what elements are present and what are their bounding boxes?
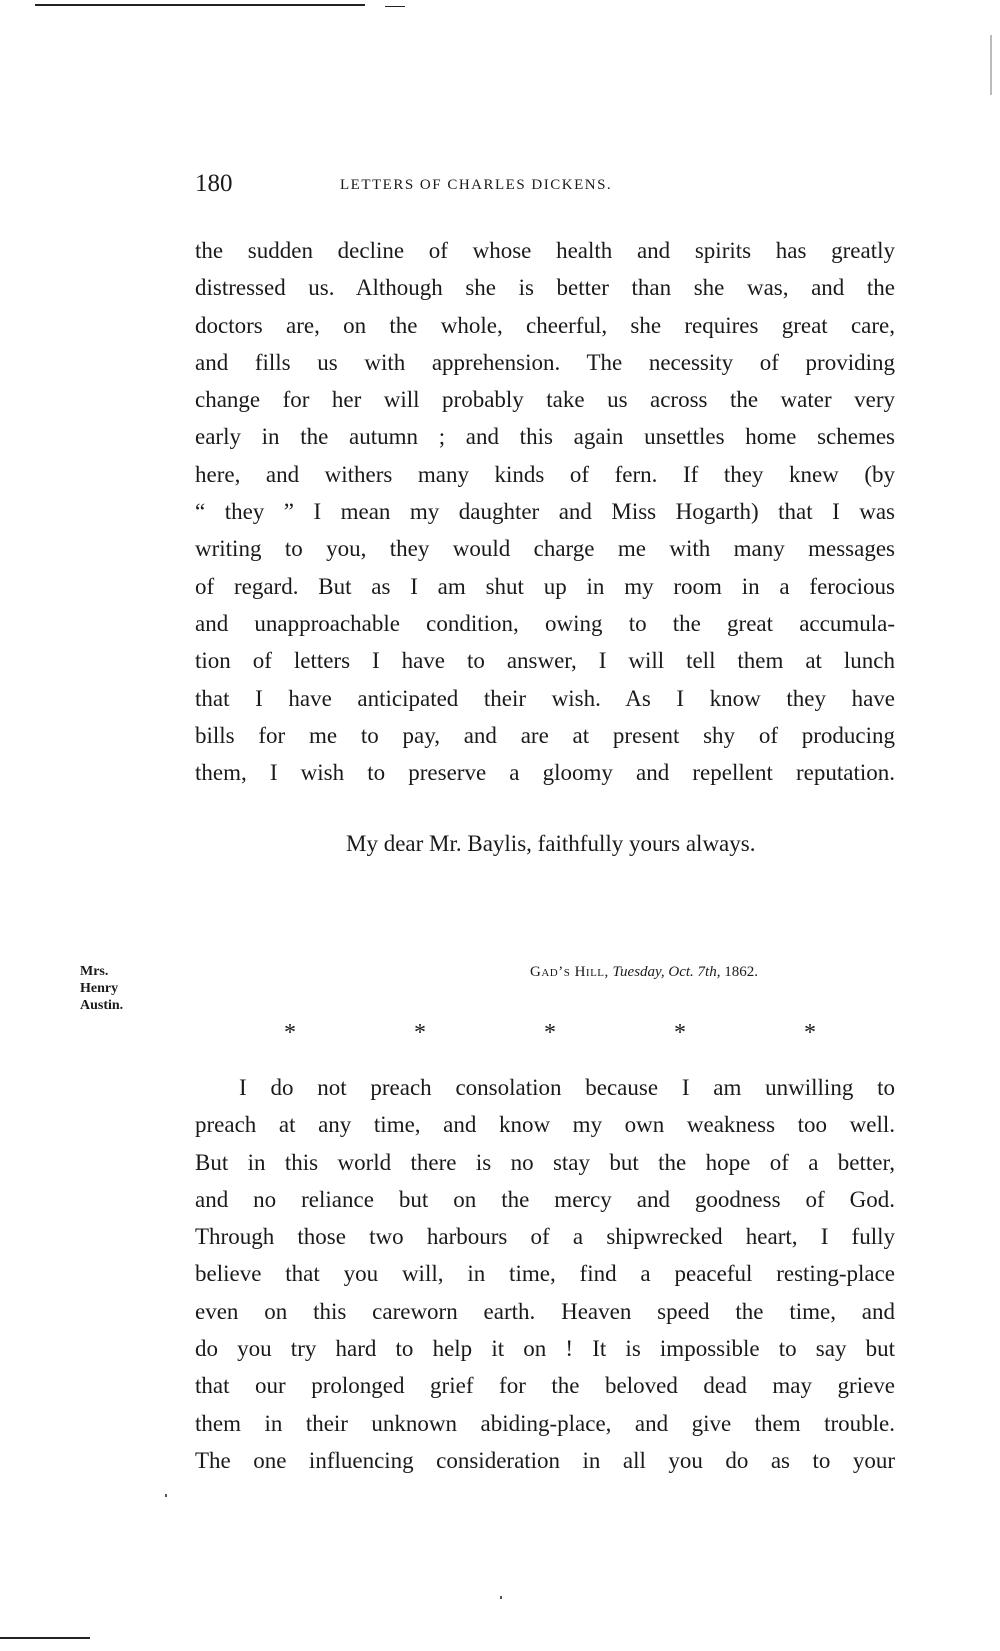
- letter-paragraph: [195, 1069, 895, 1479]
- text-line: I do not preach consolation because I am unwilling to: [239, 1075, 895, 1100]
- running-head: LETTERS OF CHARLES DICKENS.: [340, 177, 613, 193]
- text-line: and no reliance but on the mercy and goodness of God.: [195, 1186, 895, 1212]
- text-line: them in their unknown abiding-place, and give them trouble.: [195, 1410, 895, 1436]
- text-line: The one influencing consideration in all you do as to your: [195, 1447, 895, 1473]
- star-mark: *: [414, 1020, 426, 1046]
- text-line: that our prolonged grief for the beloved dead may grieve: [195, 1373, 895, 1399]
- text-line: Through those two harbours of a shipwrecked heart, I fully: [195, 1224, 895, 1250]
- text-line: But in this world there is no stay but the hope of a better,: [195, 1149, 895, 1175]
- scan-speck: [165, 1494, 167, 1497]
- text-line: change for her will probably take us across the water very: [195, 387, 895, 413]
- text-line: tion of letters I have to answer, I will tell them at lunch: [195, 648, 895, 674]
- star-mark: *: [544, 1020, 556, 1046]
- text-line: even on this careworn earth. Heaven speed the time, and: [195, 1298, 895, 1324]
- top-rule-fragment: [385, 6, 405, 7]
- text-line: that I have anticipated their wish. As I know they have: [195, 685, 895, 711]
- text-line: them, I wish to preserve a gloomy and repellent reputation.: [195, 760, 895, 786]
- bottom-rule: [0, 1637, 90, 1639]
- text-line: believe that you will, in time, find a peaceful resting-place: [195, 1261, 895, 1287]
- page-number: 180: [195, 170, 233, 197]
- dateline-year: 1862.: [724, 964, 758, 980]
- margin-note-line: Austin.: [80, 998, 124, 1013]
- text-line: early in the autumn ; and this again unsettles home schemes: [195, 424, 895, 450]
- margin-note-line: Mrs.: [80, 964, 109, 979]
- scan-speck: [500, 1596, 502, 1599]
- margin-note-line: Henry: [80, 981, 119, 996]
- dateline-day: Tuesday, Oct. 7th,: [612, 964, 721, 980]
- text-line: bills for me to pay, and are at present shy of producing: [195, 722, 895, 748]
- letter-paragraph: [195, 232, 895, 791]
- scan-speck: [990, 35, 992, 95]
- dateline-place: Gad’s Hill,: [530, 964, 609, 980]
- top-rule: [35, 4, 365, 6]
- letter-closing: My dear Mr. Baylis, faithfully yours always.: [346, 831, 756, 856]
- letter-dateline: [530, 964, 758, 981]
- text-line: preach at any time, and know my own weakness too well.: [195, 1112, 895, 1138]
- text-line: distressed us. Although she is better than she was, and the: [195, 275, 895, 301]
- margin-note-recipient: [80, 963, 123, 1014]
- text-line: here, and withers many kinds of fern. If they knew (by: [195, 461, 895, 487]
- star-mark: *: [804, 1020, 816, 1046]
- text-line: and fills us with apprehension. The necessity of providing: [195, 349, 895, 375]
- text-line: writing to you, they would charge me with many messages: [195, 536, 895, 562]
- text-line: the sudden decline of whose health and spirits has greatly: [195, 238, 895, 263]
- star-mark: *: [284, 1020, 296, 1046]
- text-line: and unapproachable condition, owing to the great accumula-: [195, 610, 895, 636]
- text-line: do you try hard to help it on ! It is impossible to say but: [195, 1336, 895, 1362]
- star-mark: *: [674, 1020, 686, 1046]
- text-line: “ they ” I mean my daughter and Miss Hogarth) that I was: [195, 499, 895, 525]
- text-line: of regard. But as I am shut up in my room in a ferocious: [195, 573, 895, 599]
- ellipsis-stars: [280, 1020, 820, 1047]
- text-line: doctors are, on the whole, cheerful, she requires great care,: [195, 312, 895, 338]
